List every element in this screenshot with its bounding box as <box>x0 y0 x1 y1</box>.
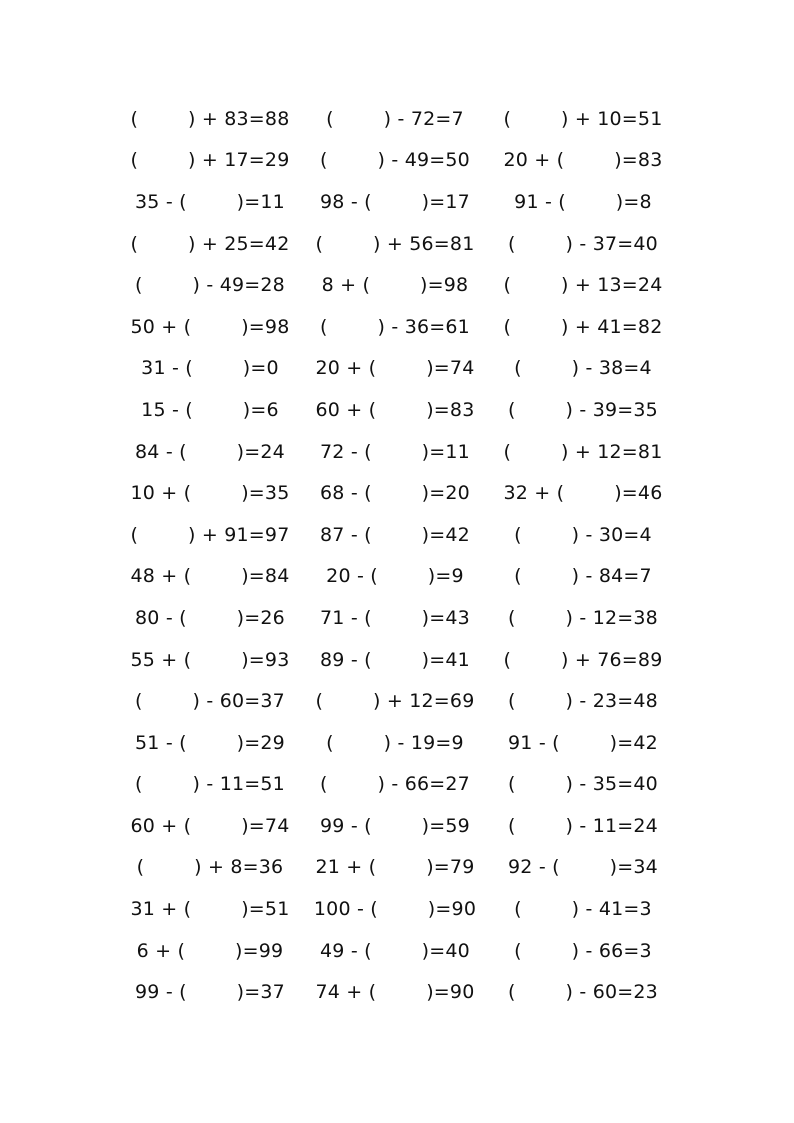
equation-problem: 20 + ( )=74 <box>315 357 475 380</box>
equation-problem: ( ) - 23=48 <box>508 690 658 713</box>
equation-problem: ( ) - 49=28 <box>135 274 285 297</box>
equation-problem: ( ) - 66=3 <box>514 939 652 962</box>
equation-problem: 32 + ( )=46 <box>503 482 663 505</box>
equation-problem: 6 + ( )=99 <box>136 939 284 962</box>
equation-problem: ( ) + 91=97 <box>130 523 290 546</box>
equation-problem: 50 + ( )=98 <box>130 315 290 338</box>
equation-problem: ( ) - 60=23 <box>508 981 658 1004</box>
equation-problem: ( ) - 37=40 <box>508 232 658 255</box>
equation-problem: ( ) - 84=7 <box>514 565 652 588</box>
equation-problem: ( ) - 36=61 <box>320 315 470 338</box>
equation-problem: 21 + ( )=79 <box>315 856 475 879</box>
equation-problem: ( ) + 76=89 <box>503 648 663 671</box>
equation-problem: 49 - ( )=40 <box>320 939 470 962</box>
equation-problem: ( ) - 12=38 <box>508 606 658 629</box>
equation-problem: 71 - ( )=43 <box>320 606 470 629</box>
equation-problem: ( ) - 49=50 <box>320 149 470 172</box>
equation-problem: ( ) - 35=40 <box>508 773 658 796</box>
equation-problem: 100 - ( )=90 <box>313 898 477 921</box>
equation-problem: 20 + ( )=83 <box>503 149 663 172</box>
equation-problem: 20 - ( )=9 <box>326 565 464 588</box>
equation-problem: 10 + ( )=35 <box>130 482 290 505</box>
equation-problem: 35 - ( )=11 <box>135 190 285 213</box>
equation-problem: 89 - ( )=41 <box>320 648 470 671</box>
equation-problem: 91 - ( )=8 <box>514 190 652 213</box>
problem-grid <box>118 98 678 1013</box>
equation-problem: 92 - ( )=34 <box>508 856 658 879</box>
equation-problem: ( ) - 38=4 <box>514 357 652 380</box>
equation-problem: 74 + ( )=90 <box>315 981 475 1004</box>
equation-problem: ( ) + 12=69 <box>315 690 475 713</box>
equation-problem: ( ) + 8=36 <box>136 856 284 879</box>
equation-problem: ( ) + 12=81 <box>503 440 663 463</box>
equation-problem: 98 - ( )=17 <box>320 190 470 213</box>
equation-problem: 72 - ( )=11 <box>320 440 470 463</box>
equation-problem: ( ) + 17=29 <box>130 149 290 172</box>
equation-problem: ( ) - 72=7 <box>326 107 464 130</box>
equation-problem: 68 - ( )=20 <box>320 482 470 505</box>
equation-problem: 31 - ( )=0 <box>141 357 279 380</box>
equation-problem: 99 - ( )=59 <box>320 814 470 837</box>
equation-problem: 15 - ( )=6 <box>141 398 279 421</box>
equation-problem: ( ) + 41=82 <box>503 315 663 338</box>
equation-problem: ( ) + 56=81 <box>315 232 475 255</box>
equation-problem: 60 + ( )=83 <box>315 398 475 421</box>
equation-problem: 51 - ( )=29 <box>135 731 285 754</box>
equation-problem: 48 + ( )=84 <box>130 565 290 588</box>
equation-problem: 8 + ( )=98 <box>321 274 469 297</box>
equation-problem: ( ) - 30=4 <box>514 523 652 546</box>
equation-problem: ( ) - 60=37 <box>135 690 285 713</box>
equation-problem: ( ) - 41=3 <box>514 898 652 921</box>
equation-problem: 80 - ( )=26 <box>135 606 285 629</box>
equation-problem: 31 + ( )=51 <box>130 898 290 921</box>
equation-problem: ( ) + 83=88 <box>130 107 290 130</box>
equation-problem: ( ) + 10=51 <box>503 107 663 130</box>
equation-problem: ( ) - 19=9 <box>326 731 464 754</box>
equation-problem: 84 - ( )=24 <box>135 440 285 463</box>
equation-problem: ( ) - 11=24 <box>508 814 658 837</box>
equation-problem: ( ) - 39=35 <box>508 398 658 421</box>
equation-problem: 60 + ( )=74 <box>130 814 290 837</box>
equation-problem: ( ) - 11=51 <box>135 773 285 796</box>
equation-problem: ( ) + 25=42 <box>130 232 290 255</box>
equation-problem: 91 - ( )=42 <box>508 731 658 754</box>
equation-problem: 87 - ( )=42 <box>320 523 470 546</box>
equation-problem: 99 - ( )=37 <box>135 981 285 1004</box>
equation-problem: ( ) + 13=24 <box>503 274 663 297</box>
equation-problem: ( ) - 66=27 <box>320 773 470 796</box>
equation-problem: 55 + ( )=93 <box>130 648 290 671</box>
